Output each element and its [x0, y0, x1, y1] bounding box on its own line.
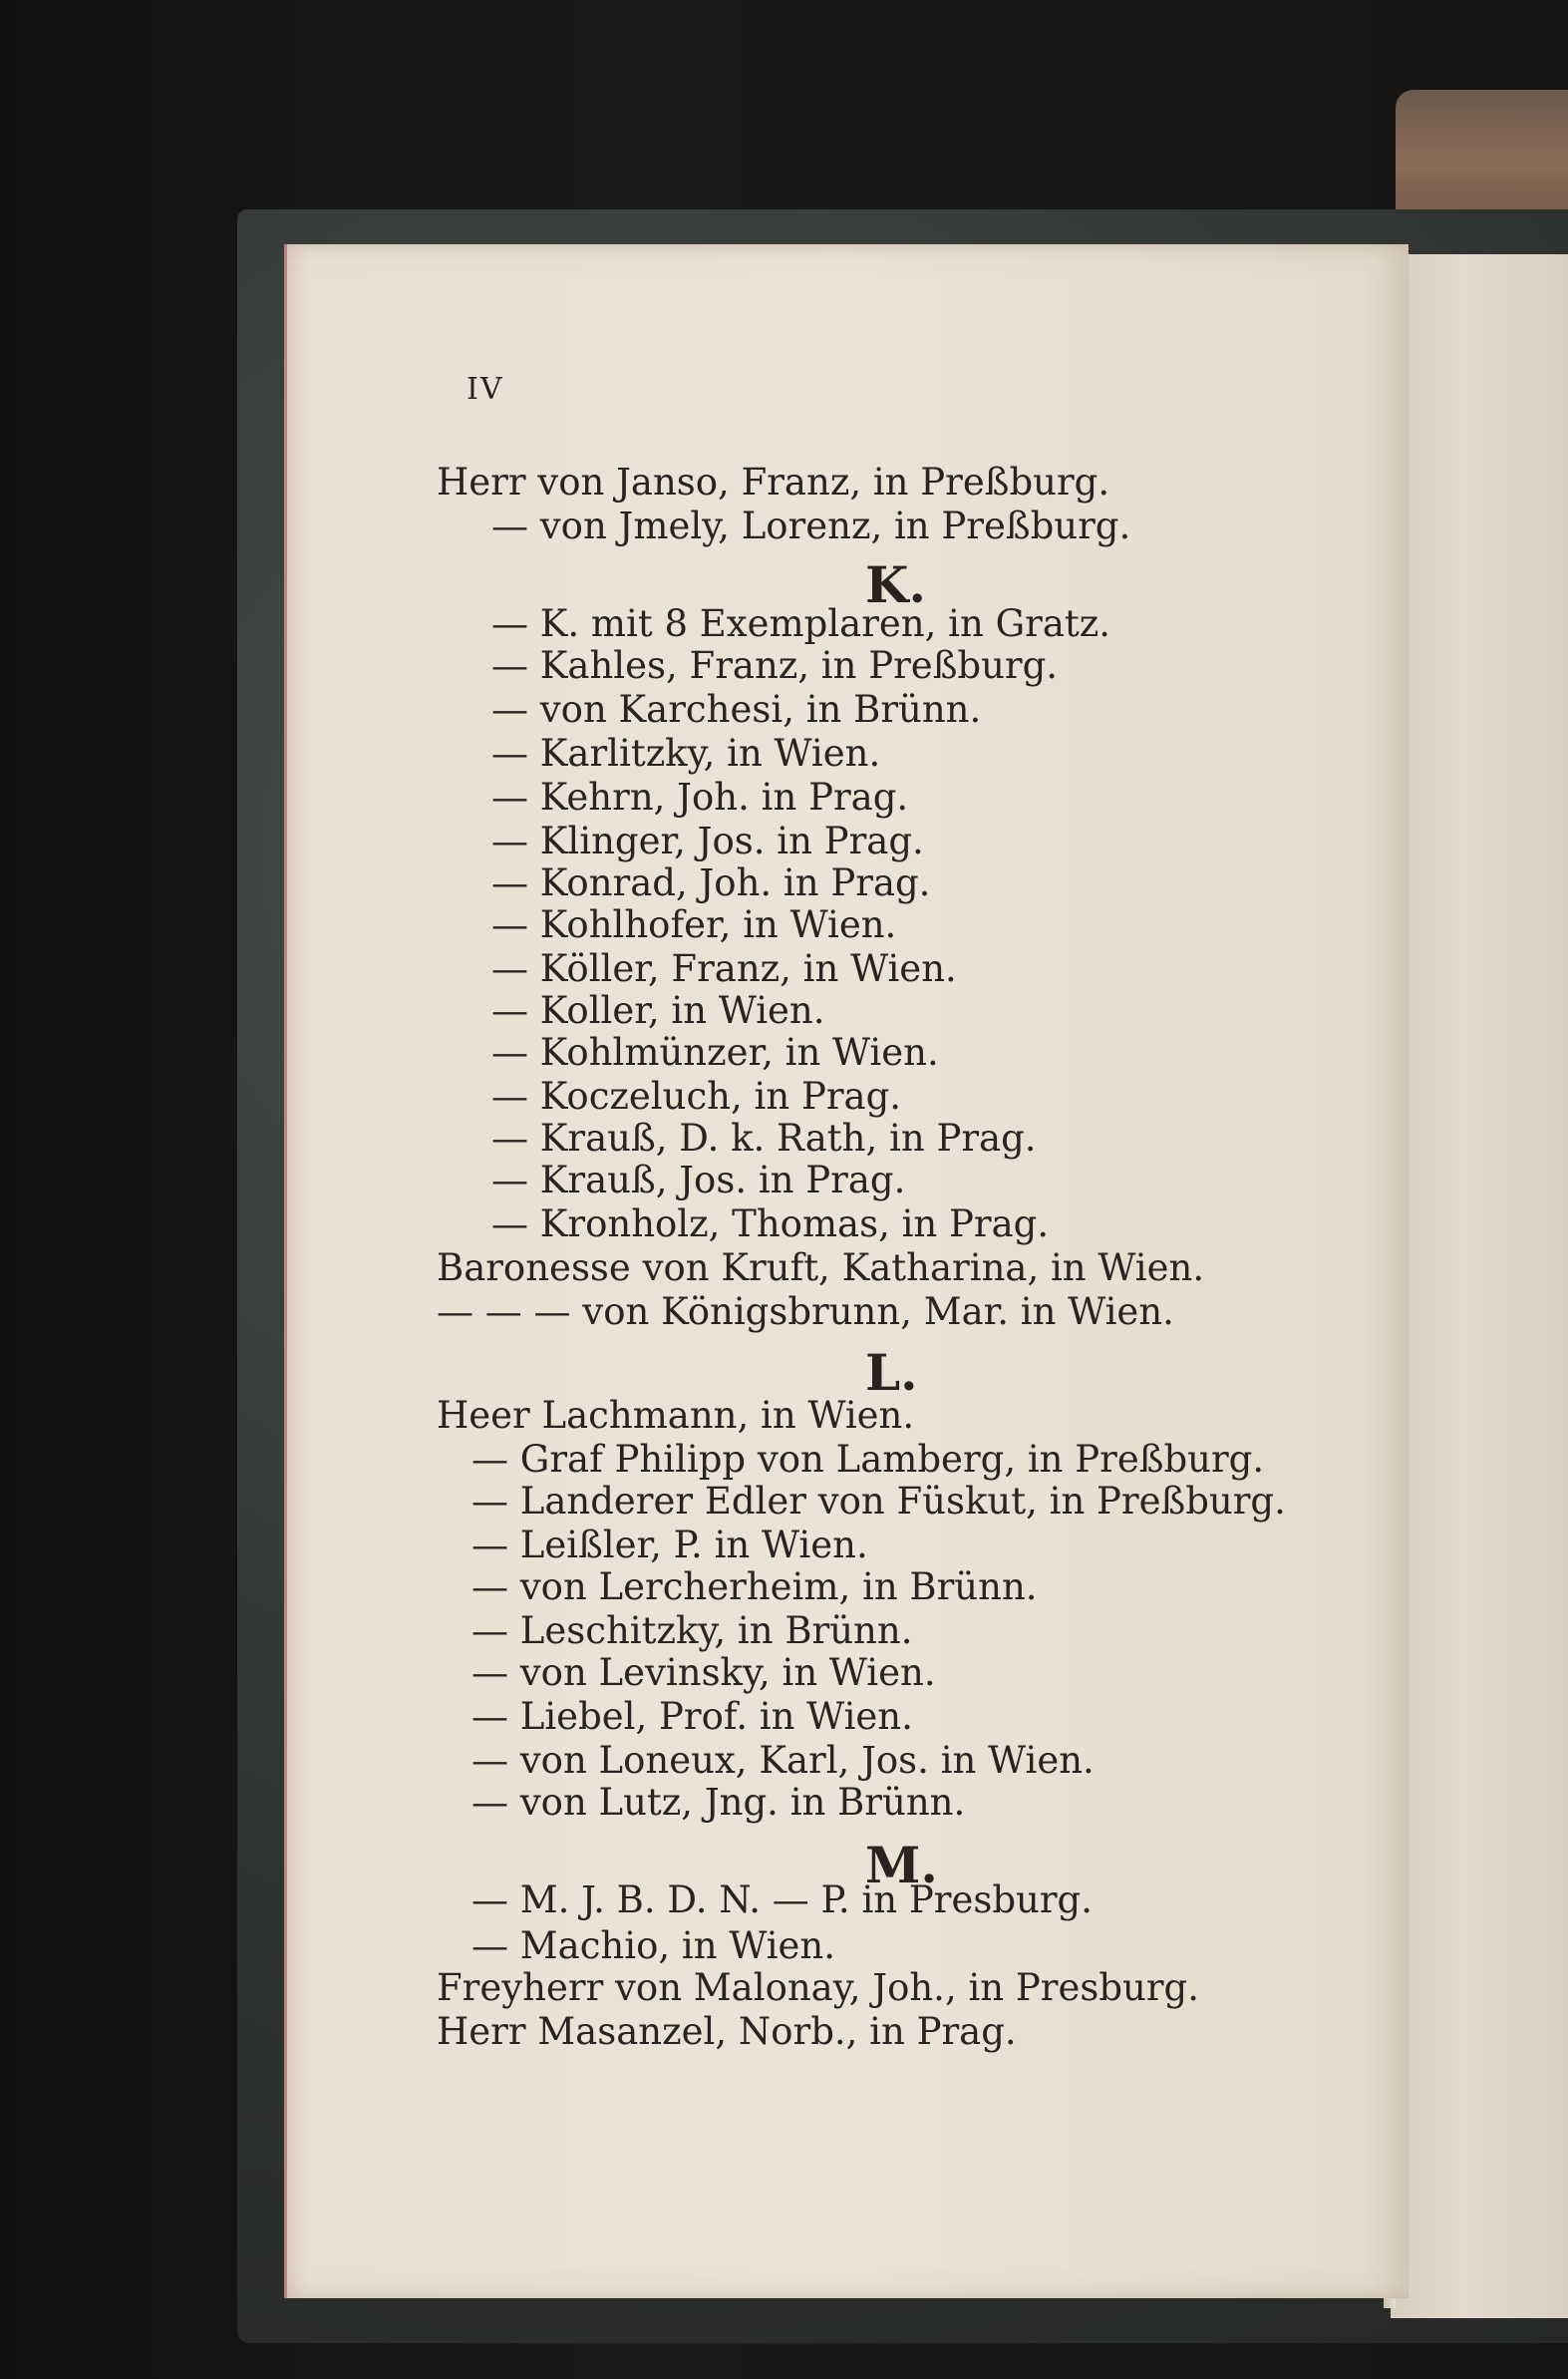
entry-dash: —: [471, 1480, 520, 1523]
page-number: IV: [467, 372, 504, 407]
entry-text: Heer Lachmann, in Wien.: [437, 1394, 915, 1437]
entry-text: Herr Masanzel, Norb., in Prag.: [437, 2010, 1017, 2053]
subscriber-entry: [491, 603, 1110, 645]
entry-dash: —: [471, 1438, 520, 1481]
entry-text: von Levinsky, in Wien.: [519, 1651, 936, 1694]
entry-text: Kohlhofer, in Wien.: [539, 903, 897, 946]
subscriber-entry: [491, 821, 924, 862]
subscriber-entry: [471, 1525, 868, 1566]
entry-dash: —: [471, 1565, 520, 1608]
entry-dash: —: [471, 1739, 520, 1782]
subscriber-entry: [471, 1925, 835, 1967]
entry-dash: —: [491, 861, 540, 904]
entry-dash: —: [491, 1202, 540, 1245]
subscriber-entry: [437, 1247, 1204, 1289]
entry-text: Kohlmünzer, in Wien.: [539, 1031, 939, 1074]
entry-dash: —: [491, 1031, 540, 1074]
entry-text: Köller, Franz, in Wien.: [539, 947, 957, 990]
entry-dash: —: [471, 1695, 520, 1738]
subscriber-entry: [491, 1160, 905, 1201]
subscriber-entry: [491, 990, 825, 1032]
subscriber-entry: [471, 1439, 1264, 1481]
subscriber-entry: [491, 777, 908, 819]
entry-text: Landerer Edler von Füskut, in Preßburg.: [519, 1480, 1286, 1523]
entry-text: K. mit 8 Exemplaren, in Gratz.: [539, 602, 1111, 645]
subscriber-entry: [491, 1032, 939, 1074]
entry-text: von Lutz, Jng. in Brünn.: [519, 1781, 966, 1824]
subscriber-entry: [491, 645, 1058, 687]
subscriber-entry: [471, 1610, 912, 1652]
entry-text: Koller, in Wien.: [539, 989, 825, 1032]
entry-dash: —: [491, 505, 540, 547]
entry-dash: —: [491, 644, 540, 687]
subscriber-entry: [437, 1395, 914, 1437]
entry-dash: —: [491, 1159, 540, 1201]
subscriber-entry: [491, 1076, 901, 1118]
entry-dash: —: [471, 1878, 520, 1921]
entry-dash: —: [491, 989, 540, 1032]
subscriber-entry: [437, 2011, 1017, 2053]
subscriber-entry: [491, 1203, 1049, 1245]
subscriber-entry: [491, 689, 981, 731]
section-letter: K.: [865, 555, 926, 614]
subscriber-entry: [471, 1652, 936, 1694]
subscriber-entry: [491, 948, 957, 990]
entry-text: Baronesse von Kruft, Katharina, in Wien.: [437, 1246, 1205, 1289]
entry-text: von Königsbrunn, Mar. in Wien.: [582, 1290, 1174, 1333]
entry-text: Karlitzky, in Wien.: [539, 732, 881, 775]
entry-dash: —: [491, 688, 540, 731]
subscriber-entry: [471, 1481, 1286, 1523]
entry-text: M. J. B. D. N. — P. in Presburg.: [519, 1878, 1093, 1921]
entry-dash: —: [491, 1075, 540, 1118]
entry-dash: —: [491, 1117, 540, 1160]
entry-dash: —: [471, 1651, 520, 1694]
subscriber-entry: [471, 1782, 965, 1824]
entry-dash: —: [471, 1924, 520, 1967]
entry-text: Machio, in Wien.: [519, 1924, 836, 1967]
entry-dash: — — —: [437, 1290, 583, 1333]
entry-text: Leißler, P. in Wien.: [519, 1524, 868, 1566]
entry-dash: —: [491, 776, 540, 819]
entry-dash: —: [471, 1609, 520, 1652]
entry-text: Krauß, D. k. Rath, in Prag.: [539, 1117, 1037, 1160]
right-page-edge: [1391, 254, 1568, 2318]
entry-text: Krauß, Jos. in Prag.: [539, 1159, 906, 1201]
entry-text: Kahles, Franz, in Preßburg.: [539, 644, 1059, 687]
subscriber-entry: [491, 1118, 1037, 1160]
entry-text: von Jmely, Lorenz, in Preßburg.: [539, 505, 1131, 547]
entry-dash: —: [491, 947, 540, 990]
entry-text: Liebel, Prof. in Wien.: [519, 1695, 913, 1738]
subscriber-entry: [491, 904, 896, 946]
entry-dash: —: [491, 903, 540, 946]
entry-text: von Karchesi, in Brünn.: [539, 688, 982, 731]
entry-dash: —: [471, 1781, 520, 1824]
subscriber-entry: [437, 1291, 1174, 1333]
entry-text: Freyherr von Malonay, Joh., in Presburg.: [437, 1966, 1200, 2009]
section-letter: L.: [865, 1343, 918, 1402]
subscriber-entry: [471, 1879, 1093, 1921]
entry-dash: —: [491, 732, 540, 775]
entry-text: Kehrn, Joh. in Prag.: [539, 776, 909, 819]
entry-dash: —: [471, 1524, 520, 1566]
entry-dash: —: [491, 820, 540, 862]
subscriber-entry: [471, 1566, 1038, 1608]
subscriber-entry: [491, 862, 930, 904]
subscriber-entry: [471, 1696, 913, 1738]
subscriber-entry: [437, 1967, 1199, 2009]
entry-text: Herr von Janso, Franz, in Preßburg.: [437, 461, 1110, 504]
page-text: [287, 244, 1409, 2298]
section-letter: M.: [865, 1836, 938, 1894]
entry-dash: —: [491, 602, 540, 645]
entry-text: Klinger, Jos. in Prag.: [539, 820, 924, 862]
entry-text: Konrad, Joh. in Prag.: [539, 861, 931, 904]
subscriber-entry: [471, 1740, 1095, 1782]
book-page: [284, 244, 1409, 2298]
entry-text: Leschitzky, in Brünn.: [519, 1609, 913, 1652]
subscriber-entry: [491, 506, 1130, 547]
subscriber-entry: [437, 462, 1109, 504]
entry-text: Kronholz, Thomas, in Prag.: [539, 1202, 1050, 1245]
entry-text: von Lercherheim, in Brünn.: [519, 1565, 1038, 1608]
entry-text: Graf Philipp von Lamberg, in Preßburg.: [519, 1438, 1265, 1481]
entry-text: von Loneux, Karl, Jos. in Wien.: [519, 1739, 1095, 1782]
entry-text: Koczeluch, in Prag.: [539, 1075, 902, 1118]
subscriber-entry: [491, 733, 880, 775]
